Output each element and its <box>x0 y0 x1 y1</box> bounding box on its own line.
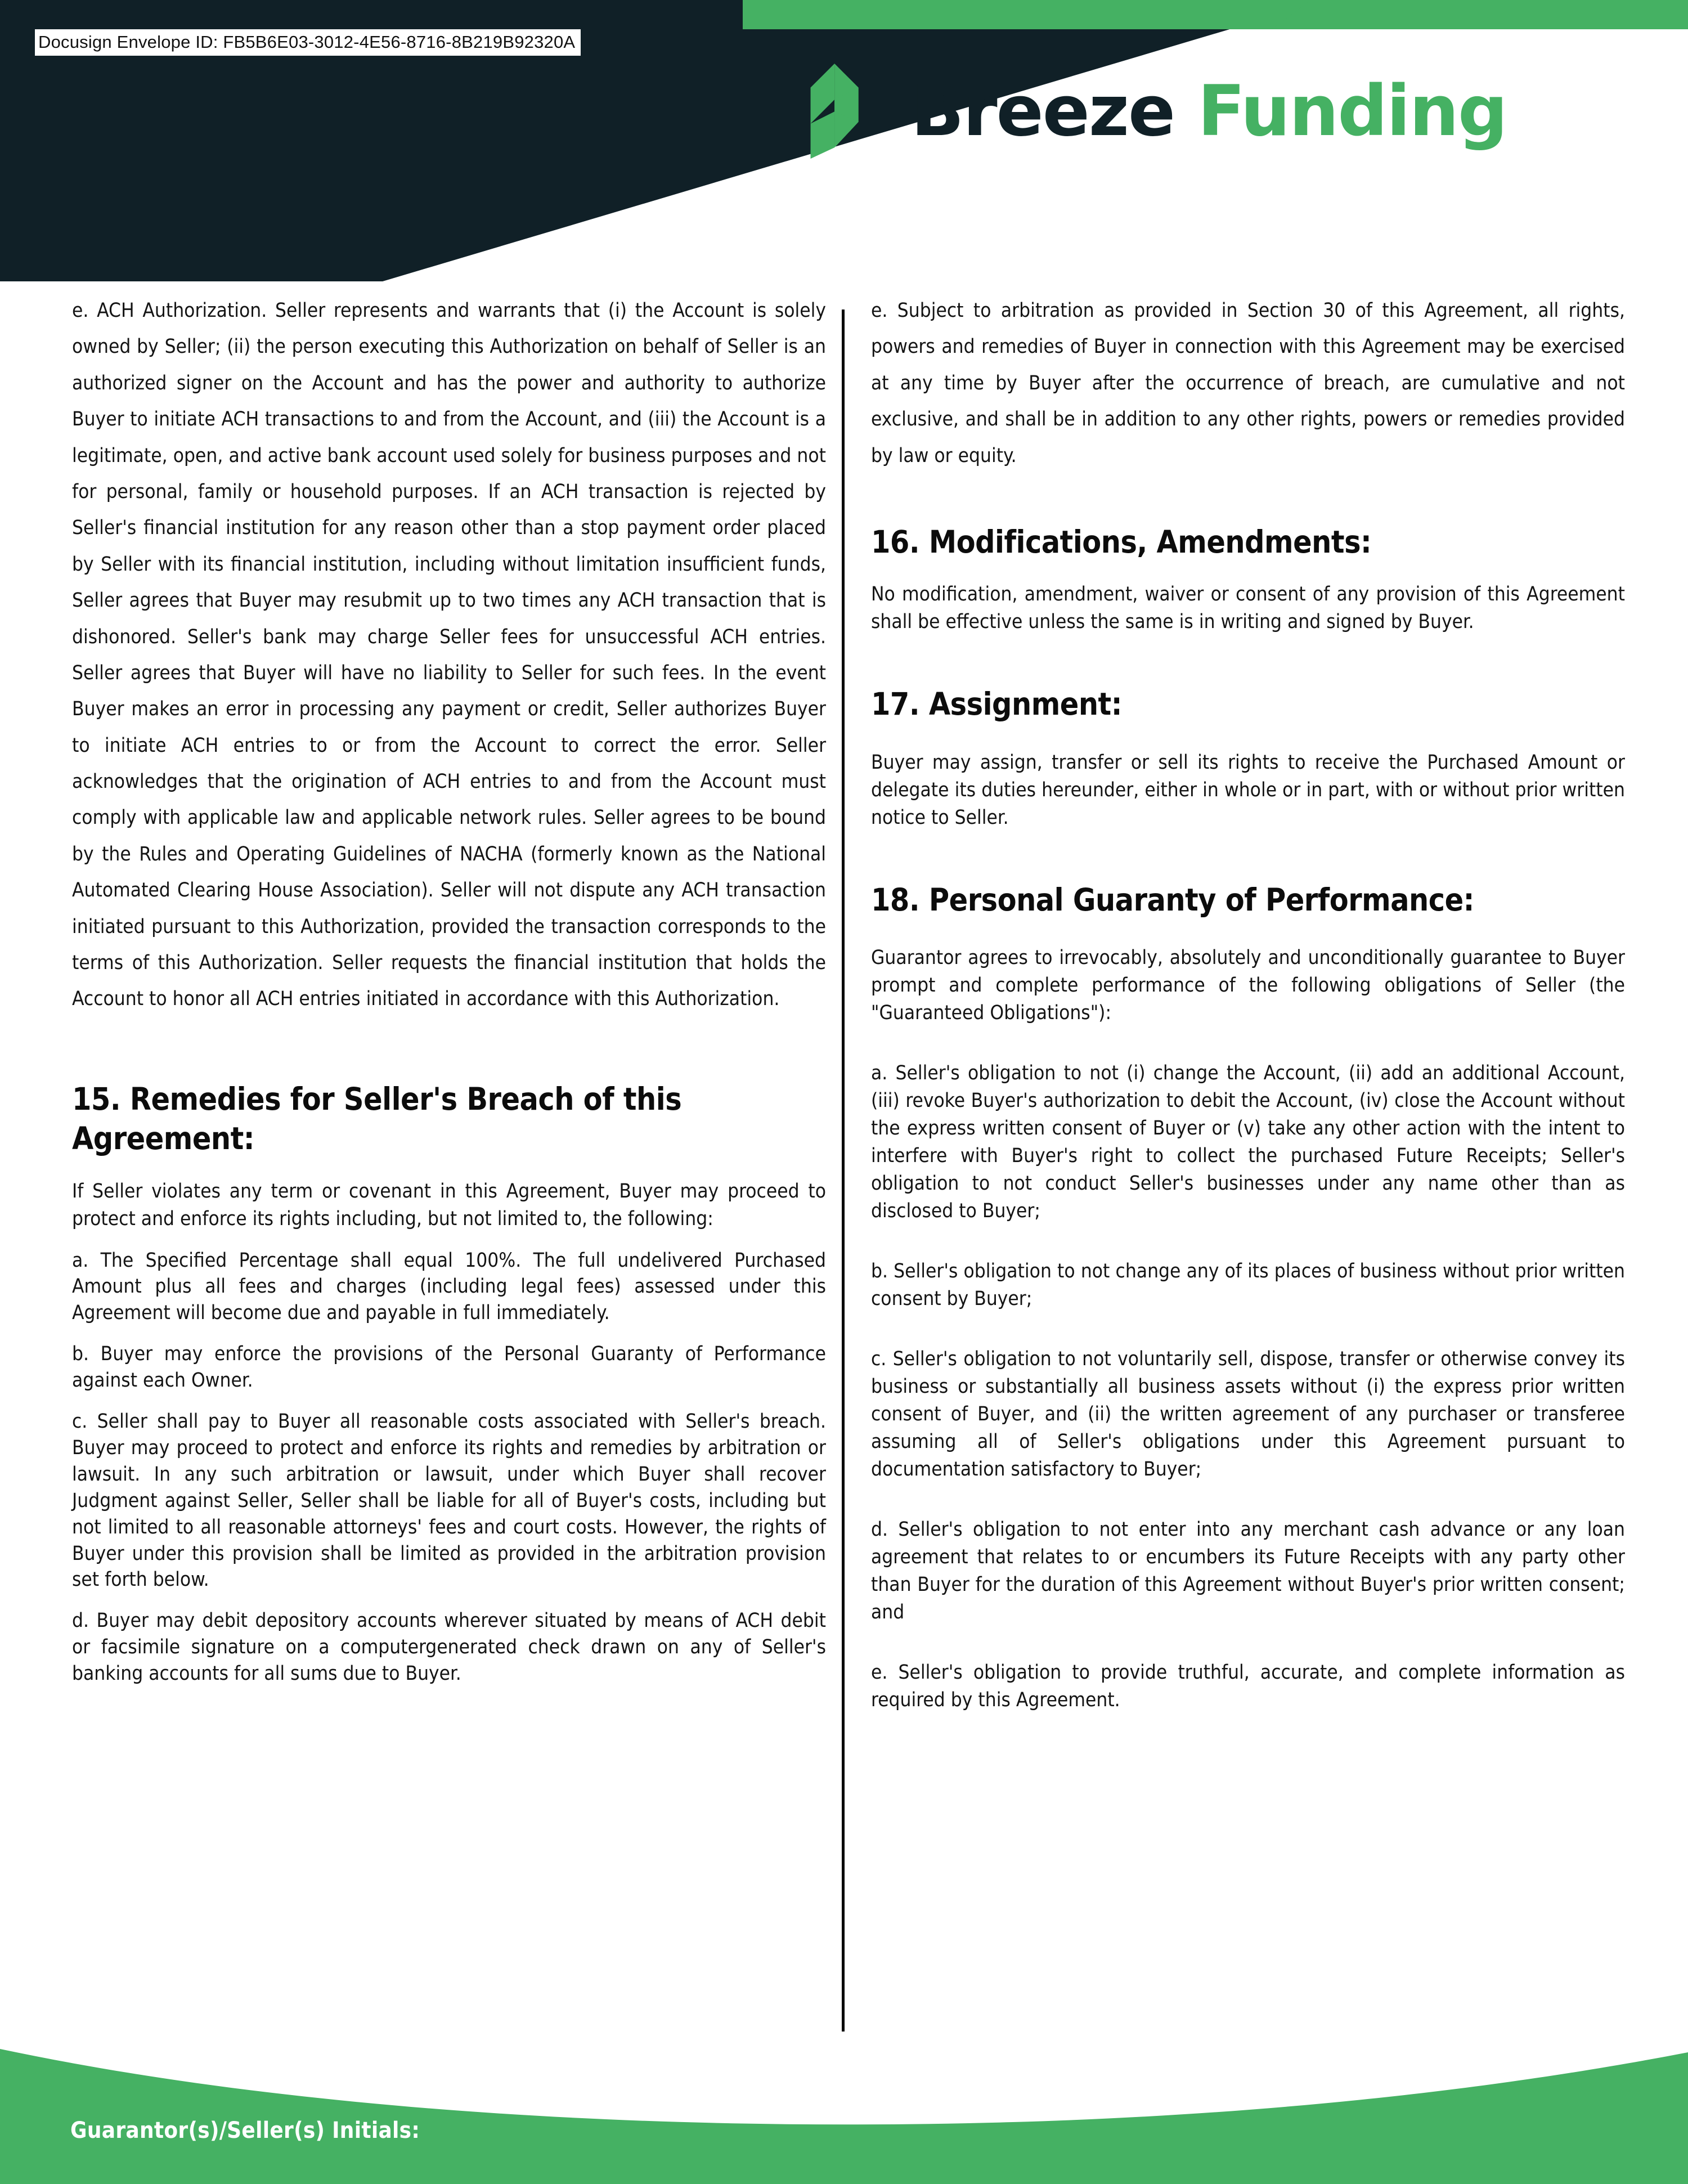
logo-word-breeze: Breeze <box>911 70 1175 152</box>
paragraph-section-18-c: c. Seller's obligation to not voluntarily sell, dispose, transfer or otherwise convey its business or substantially all business assets without (i) the express prior written consent of Buyer, and (ii) the written agreement of any purchaser or transferee assuming all of Seller's obligations under this Agreement pursuant to documentation satisfactory to Buyer; <box>871 1348 1625 1481</box>
breeze-b-mark-icon <box>805 62 892 160</box>
logo-word-funding: Funding <box>1197 70 1507 152</box>
paragraph-section-15-d: d. Buyer may debit depository accounts wherever situated by means of ACH debit or facsimile signature on a computergenerated check drawn on any of Seller's banking accounts for all sums due to Buyer. <box>72 1609 826 1685</box>
paragraph-section-17-body: Buyer may assign, transfer or sell its rights to receive the Purchased Amount or delegate its duties hereunder, either in whole or in part, with or without prior written notice to Seller. <box>871 751 1625 829</box>
page-footer <box>0 2038 1688 2184</box>
document-body <box>0 293 1688 2048</box>
left-column <box>72 293 826 1687</box>
brand-logo <box>805 62 1507 160</box>
paragraph-section-15-intro: If Seller violates any term or covenant in this Agreement, Buyer may proceed to protect and enforce its rights including, but not limited to, the following: <box>72 1180 826 1230</box>
logo-wordmark <box>911 70 1507 152</box>
heading-section-17: 17. Assignment: <box>871 686 1123 723</box>
paragraph-section-15-c: c. Seller shall pay to Buyer all reasonable costs associated with Seller's breach. Buyer may proceed to protect and enforce its rights and remedies by arbitration or lawsuit. In any such arbitration or lawsuit, under which Buyer shall recover Judgment against Seller, Seller shall be liable for all of Buyer's costs, including but not limited to all reasonable attorneys' fees and court costs. However, the rights of Buyer under this provision shall be limited as provided in the arbitration provision set forth below. <box>72 1410 826 1591</box>
docusign-envelope-id: Docusign Envelope ID: FB5B6E03-3012-4E56-8716-8B219B92320A <box>35 29 581 56</box>
paragraph-ach-authorization: e. ACH Authorization. Seller represents and warrants that (i) the Account is solely owned by Seller; (ii) the person executing this Authorization on behalf of Seller is an authorized signer on the Account and has the power and authority to authorize Buyer to initiate ACH transactions to and from the Account, and (iii) the Account is a legitimate, open, and active bank account used solely for business purposes and not for personal, family or household purposes. If an ACH transaction is rejected by Seller's financial institution for any reason other than a stop payment order placed by Seller with its financial institution, including without limitation insufficient funds, Seller agrees that Buyer may resubmit up to two times any ACH transaction that is dishonored. Seller's bank may charge Seller fees for unsuccessful ACH entries. Seller agrees that Buyer will have no liability to Seller for such fees. In the event Buyer makes an error in processing any payment or credit, Seller authorizes Buyer to initiate ACH entries to or from the Account to correct the error. Seller acknowledges that the origination of ACH entries to and from the Account must comply with applicable law and applicable network rules. Seller agrees to be bound by the Rules and Operating Guidelines of NACHA (formerly known as the National Automated Clearing House Association). Seller will not dispute any ACH transaction initiated pursuant to this Authorization, provided the transaction corresponds to the terms of this Authorization. Seller requests the financial institution that holds the Account to honor all ACH entries initiated in accordance with this Authorization. <box>72 299 826 1011</box>
paragraph-arbitration-e: e. Subject to arbitration as provided in Section 30 of this Agreement, all rights, powers and remedies of Buyer in connection with this Agreement may be exercised at any time by Buyer after the occurrence of breach, are cumulative and not exclusive, and shall be in addition to any other rights, powers or remedies provided by law or equity. <box>871 299 1625 467</box>
right-column <box>871 293 1625 1714</box>
paragraph-section-16-body: No modification, amendment, waiver or consent of any provision of this Agreement shall be effective unless the same is in writing and signed by Buyer. <box>871 583 1625 634</box>
page-header <box>0 0 1688 281</box>
guarantor-seller-initials-label: Guarantor(s)/Seller(s) Initials: <box>70 2118 420 2143</box>
paragraph-section-18-e: e. Seller's obligation to provide truthful, accurate, and complete information as required by this Agreement. <box>871 1661 1625 1712</box>
paragraph-section-18-b: b. Seller's obligation to not change any of its places of business without prior written consent by Buyer; <box>871 1260 1625 1311</box>
paragraph-section-15-b: b. Buyer may enforce the provisions of the Personal Guaranty of Performance against each Owner. <box>72 1343 826 1392</box>
heading-section-16: 16. Modifications, Amendments: <box>871 523 1372 560</box>
paragraph-section-18-d: d. Seller's obligation to not enter into any merchant cash advance or any loan agreement that relates to or encumbers its Future Receipts with any party other than Buyer for the duration of this Agreement without Buyer's prior written consent; and <box>871 1518 1625 1624</box>
column-divider <box>842 310 845 2031</box>
heading-section-15: 15. Remedies for Seller's Breach of this Agreement: <box>72 1080 682 1157</box>
paragraph-section-18-a: a. Seller's obligation to not (i) change the Account, (ii) add an additional Account, (iii) revoke Buyer's authorization to debit the Account, (iv) close the Account without the express written consent of Buyer or (v) take any other action with the intent to interfere with Buyer's right to collect the purchased Future Receipts; Seller's obligation to not conduct Seller's businesses under any name other than as disclosed to Buyer; <box>871 1062 1625 1223</box>
heading-section-18: 18. Personal Guaranty of Performance: <box>871 881 1474 918</box>
footer-wave-decoration <box>0 2038 1688 2184</box>
green-wedge <box>1272 0 1688 29</box>
paragraph-section-15-a: a. The Specified Percentage shall equal 100%. The full undelivered Purchased Amount plus all fees and charges (including legal fees) assessed under this Agreement will become due and payable in full immediately. <box>72 1249 826 1325</box>
footer-green-wave <box>0 2049 1688 2184</box>
paragraph-section-18-intro: Guarantor agrees to irrevocably, absolutely and unconditionally guarantee to Buyer prompt and complete performance of the following obligations of Seller (the "Guaranteed Obligations"): <box>871 947 1625 1025</box>
